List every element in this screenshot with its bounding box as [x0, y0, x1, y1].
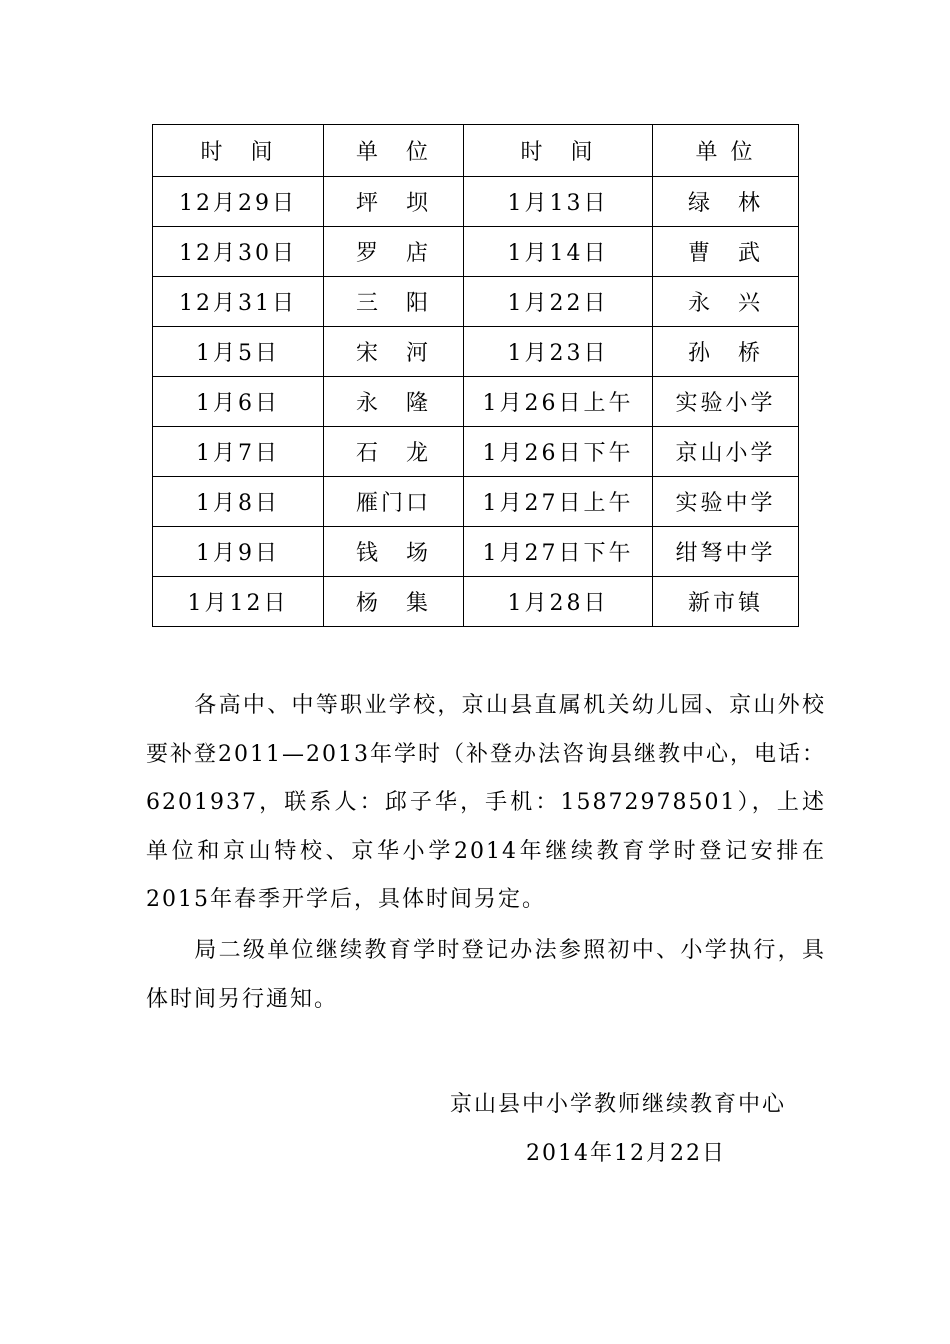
cell-unit: 曹 武 — [653, 227, 799, 277]
cell-unit: 实验中学 — [653, 477, 799, 527]
cell-time: 1月27日下午 — [464, 527, 653, 577]
notice-paragraph-1 — [146, 682, 826, 925]
cell-unit: 实验小学 — [653, 377, 799, 427]
cell-unit: 三 阳 — [324, 277, 464, 327]
table-header-row — [153, 125, 799, 177]
cell-unit: 新市镇 — [653, 577, 799, 627]
cell-time: 1月12日 — [153, 577, 324, 627]
cell-unit: 罗 店 — [324, 227, 464, 277]
header-unit-2: 单 位 — [653, 125, 799, 177]
cell-unit: 钱 场 — [324, 527, 464, 577]
table-row — [153, 227, 799, 277]
notice-paragraph-1-text: 各高中、中等职业学校，京山县直属机关幼儿园、京山外校要补登2011—2013年学时（补登办法咨询县继教中心，电话：6201937，联系人：邱子华，手机：15872978501），上述单位和京山特校、京华小学2014年继续教育学时登记安排在2015年春季开学后，具体时间另定。 — [146, 693, 826, 912]
cell-time: 12月30日 — [153, 227, 324, 277]
cell-time: 12月31日 — [153, 277, 324, 327]
cell-time: 1月7日 — [153, 427, 324, 477]
cell-time: 1月5日 — [153, 327, 324, 377]
cell-time: 1月13日 — [464, 177, 653, 227]
header-time-1: 时 间 — [153, 125, 324, 177]
cell-time: 1月23日 — [464, 327, 653, 377]
cell-unit: 京山小学 — [653, 427, 799, 477]
header-unit-1: 单 位 — [324, 125, 464, 177]
cell-unit: 雁门口 — [324, 477, 464, 527]
table-row — [153, 577, 799, 627]
signature-organization: 京山县中小学教师继续教育中心 — [450, 1092, 787, 1117]
signature-date: 2014年12月22日 — [526, 1141, 726, 1166]
notice-paragraph-2-text: 局二级单位继续教育学时登记办法参照初中、小学执行，具体时间另行通知。 — [146, 938, 826, 1012]
table-row — [153, 477, 799, 527]
cell-unit: 坪 坝 — [324, 177, 464, 227]
schedule-table-body — [153, 125, 799, 627]
cell-time: 1月8日 — [153, 477, 324, 527]
cell-unit: 绀弩中学 — [653, 527, 799, 577]
table-row — [153, 277, 799, 327]
cell-unit: 宋 河 — [324, 327, 464, 377]
cell-unit: 永 隆 — [324, 377, 464, 427]
cell-unit: 石 龙 — [324, 427, 464, 477]
schedule-table — [152, 124, 799, 627]
table-row — [153, 377, 799, 427]
cell-time: 1月22日 — [464, 277, 653, 327]
cell-unit: 杨 集 — [324, 577, 464, 627]
table-row — [153, 327, 799, 377]
cell-time: 1月26日下午 — [464, 427, 653, 477]
cell-time: 12月29日 — [153, 177, 324, 227]
notice-paragraph-2 — [146, 927, 826, 1024]
table-row — [153, 527, 799, 577]
cell-time: 1月9日 — [153, 527, 324, 577]
table-row — [153, 177, 799, 227]
cell-time: 1月6日 — [153, 377, 324, 427]
cell-time: 1月26日上午 — [464, 377, 653, 427]
table-row — [153, 427, 799, 477]
header-time-2: 时 间 — [464, 125, 653, 177]
cell-unit: 孙 桥 — [653, 327, 799, 377]
cell-time: 1月27日上午 — [464, 477, 653, 527]
cell-unit: 永 兴 — [653, 277, 799, 327]
cell-unit: 绿 林 — [653, 177, 799, 227]
cell-time: 1月28日 — [464, 577, 653, 627]
cell-time: 1月14日 — [464, 227, 653, 277]
